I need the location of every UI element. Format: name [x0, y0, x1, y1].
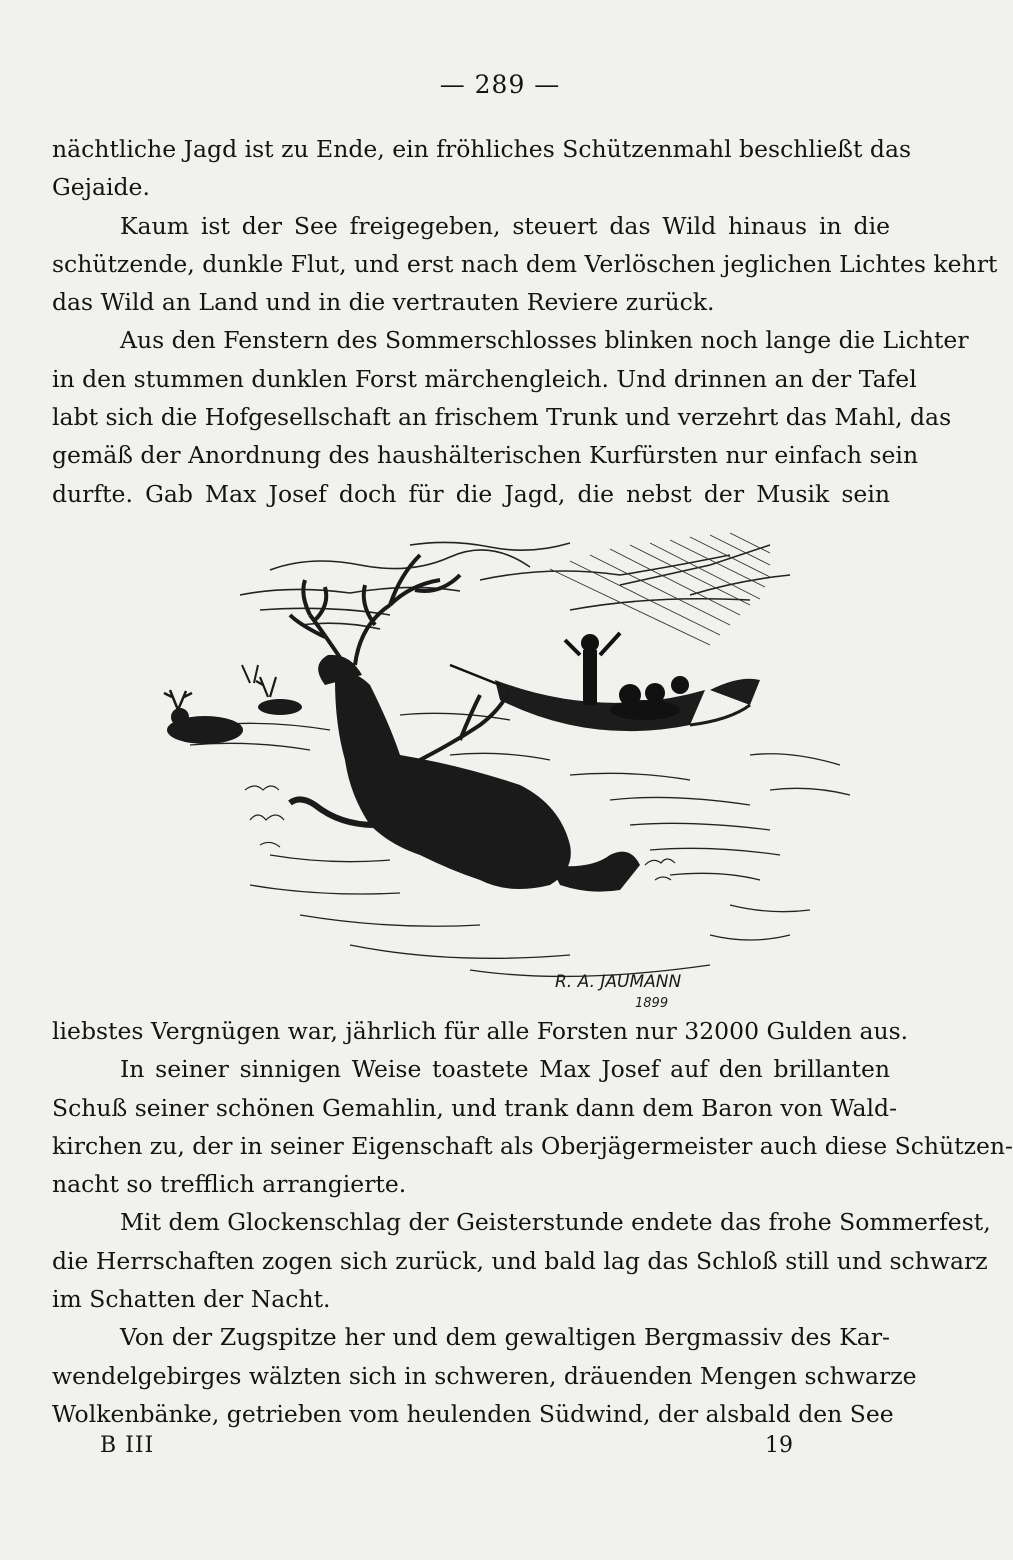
text-line: in den stummen dunklen Forst märchengleich. Und drinnen an der Tafel [52, 364, 917, 393]
text-line: das Wild an Land und in die vertrauten Reviere zurück. [52, 288, 715, 317]
text-block-bottom [52, 1012, 1013, 1433]
text-line: durfte. Gab Max Josef doch für die Jagd, die nebst der Musik sein [52, 479, 890, 508]
distant-stags [164, 665, 302, 744]
sky-clouds [240, 542, 790, 629]
text-line: gemäß der Anordnung des haushälterischen Kurfürsten nur einfach sein [52, 441, 919, 470]
text-line: In seiner sinnigen Weise toastete Max Josef auf den brillanten [120, 1055, 890, 1084]
text-line: Schuß seiner schönen Gemahlin, und trank dann dem Baron von Wald- [52, 1093, 898, 1122]
page-number: — 289 — [439, 70, 561, 99]
printer-signature: B III [100, 1433, 155, 1458]
text-line: nächtliche Jagd ist zu Ende, ein fröhliches Schützenmahl beschließt das [52, 135, 912, 163]
text-line: Mit dem Glockenschlag der Geisterstunde endete das frohe Sommerfest, [120, 1208, 991, 1237]
text-line: schützende, dunkle Flut, und erst nach dem Verlöschen jeglichen Lichtes kehrt [52, 249, 998, 278]
text-line: Gejaide. [52, 173, 150, 202]
sheet-number: 19 [765, 1433, 793, 1458]
boat-with-hunters [450, 633, 760, 731]
text-line: nacht so trefflich arrangierte. [52, 1170, 407, 1199]
text-line: Von der Zugspitze her und dem gewaltigen Bergmassiv des Kar- [120, 1323, 890, 1352]
artist-year: 1899 [635, 996, 669, 1011]
illustration-stags-swimming [150, 525, 870, 1010]
text-line: Kaum ist der See freigegeben, steuert das Wild hinaus in die [120, 211, 890, 240]
text-line: liebstes Vergnügen war, jährlich für alle Forsten nur 32000 Gulden aus. [52, 1017, 909, 1045]
artist-signature: R. A. JAUMANN [555, 972, 682, 992]
engraving-svg [150, 525, 870, 1010]
sky-hatching [550, 533, 770, 645]
text-line: Aus den Fenstern des Sommerschlosses blinken noch lange die Lichter [120, 326, 969, 355]
text-line: kirchen zu, der in seiner Eigenschaft als Oberjägermeister auch diese Schützen- [52, 1131, 1013, 1160]
text-line: labt sich die Hofgesellschaft an frischem Trunk und verzehrt das Mahl, das [52, 403, 952, 432]
text-line: im Schatten der Nacht. [52, 1285, 331, 1314]
text-line: wendelgebirges wälzten sich in schweren, dräuenden Mengen schwarze [52, 1361, 917, 1390]
text-line: Wolkenbänke, getrieben vom heulenden Südwind, der alsbald den See [52, 1399, 894, 1428]
text-block-top [52, 130, 998, 513]
text-line: die Herrschaften zogen sich zurück, und bald lag das Schloß still und schwarz [52, 1246, 988, 1275]
